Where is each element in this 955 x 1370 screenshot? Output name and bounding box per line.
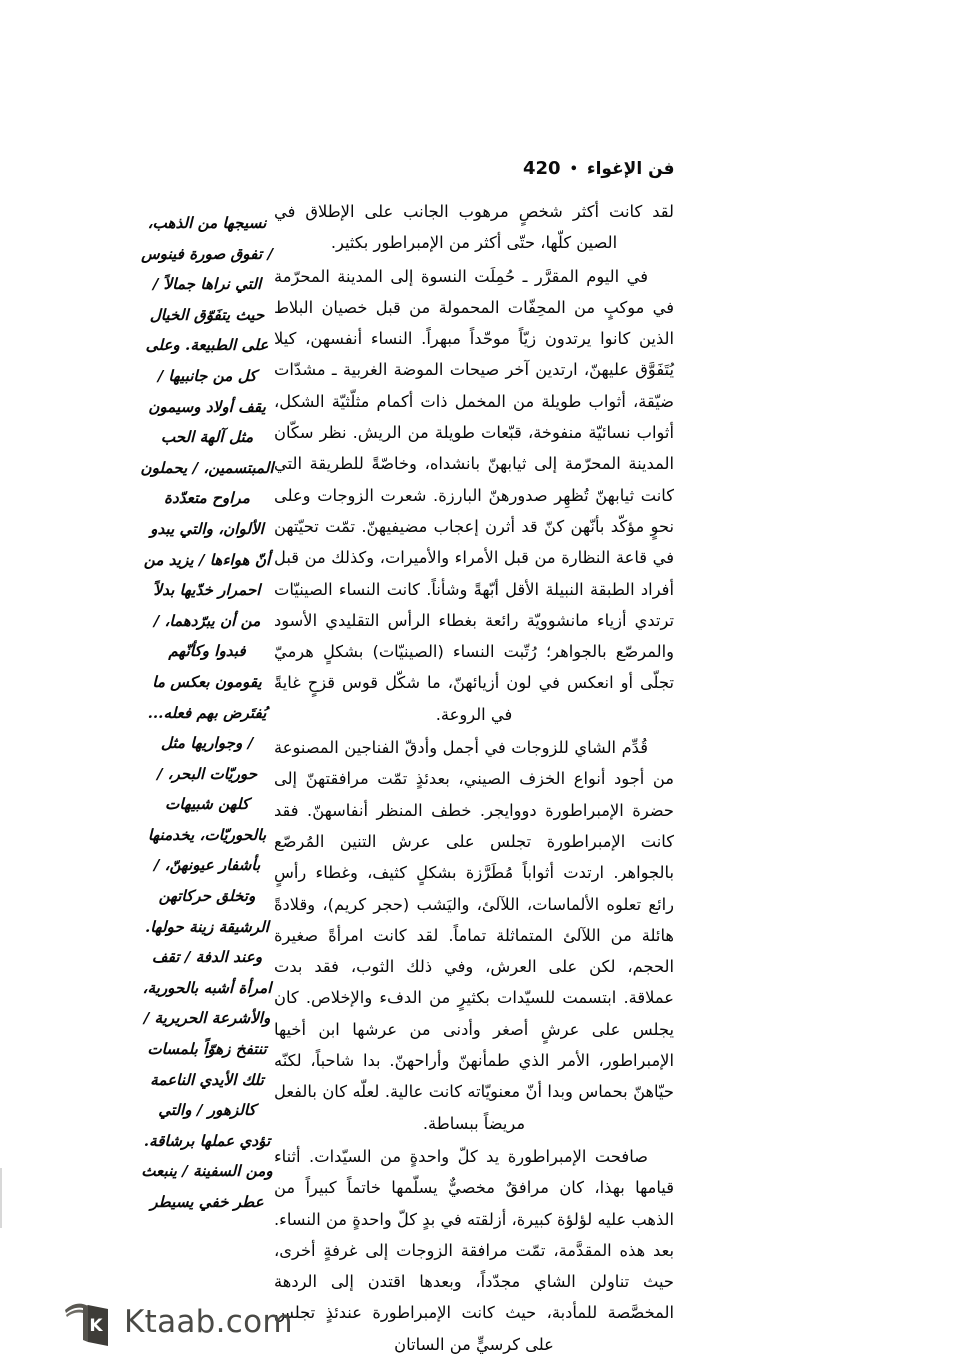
margin-verse-line: تنتفخ زهوّاً بلمسات	[147, 1040, 267, 1059]
margin-verse-line: تؤدي عملها برشاقة.	[143, 1131, 271, 1150]
margin-verse-line: نسيجها من الذهب،	[147, 214, 267, 232]
margin-verse-line: وتخلق حركاتهن	[158, 887, 256, 906]
page-edge-artifact	[0, 1168, 2, 1228]
body-paragraph: في اليوم المقرَّر ـ حُمِلَت النسوة إلى المدينة المحرّمة في موكبٍ من المحِفّات المحمولة من قبل خصيان البلاط الذين كانوا يرتدون زيّاً موحّداً مبهراً. النساء أنفسهن، كيلا يُتَفَوَّق عليهنّ، ارتدين آخر صيحات الموضة الغربية ـ مشدّات ضيّقة، أثواب طويلة من المخمل ذات أكمام مثلّثيّة الشكل، أثواب نسائيّة منفوخة، قبّعات طويلة من الريش. نظر سكّان المدينة المحرّمة إلى ثيابهنّ بانشداه، وخاصّةً للطريقة التي كانت ثيابهنّ تُظهِر صدورهنّ البارزة. شعرت الزوجات وعلى نحوٍ مؤكّد بأنّهن كنّ قد أثرن إعجاب مضيفيهنّ. تمّت تحيّتهن في قاعة النظارة من قبل الأمراء والأميرات، وكذلك من قبل أفراد الطبقة النبيلة الأقل أبّهةً وشأناً. كانت النساء الصينيّات ترتدي أزياء مانشوويّة رائعة بغطاء الرأس التقليدي الأسود والمرصّع بالجواهر؛ رُتّبت النساء (الصينيّات) بشكلٍ هرميّ تجلّى أو انعكس في لون أزيائهنّ، ما شكّل قوس قزحٍ غايةً في الروعة.	[274, 266, 674, 724]
margin-verse-line: الألوان، والتي يبدو	[150, 519, 264, 538]
open-book-icon	[63, 1296, 111, 1348]
body-paragraph: لقد كانت أكثر شخصٍ مرهوب الجانب على الإطلاق في الصين كلّها، حتّى أكثر من الإمبراطور بكثير.	[274, 202, 674, 253]
margin-verse-line: ومن السفينة / ينبعث	[141, 1162, 273, 1181]
margin-verse-line: مثل آلهة الحب	[160, 428, 254, 447]
margin-verse-line: التي نراها جمالاً /	[152, 275, 262, 294]
margin-verse-column	[131, 208, 283, 1218]
margin-verse-line: حوريّات البحر، /	[156, 764, 258, 783]
margin-verse-line: كلهن شبيهات	[165, 795, 249, 814]
svg-text:K: K	[89, 1316, 103, 1336]
margin-verse-line: حيث يتفَوّق الخيال	[149, 305, 265, 324]
margin-verse-line: كل من جانبيها /	[157, 366, 257, 385]
margin-verse-line: من أن يبرّدهما، /	[153, 611, 261, 630]
margin-verse-line: وعند الدفة / تقف	[151, 948, 263, 967]
margin-verse-line: كالزهور / والتي	[158, 1101, 256, 1120]
margin-verse-line: بالحوريّات، يخدمنها	[147, 825, 267, 844]
margin-verse-line: الرشيقة زينة حولها.	[145, 917, 269, 936]
watermark-site-name: Ktaab.com	[124, 1303, 293, 1340]
running-header	[523, 158, 823, 179]
header-book-title: فن الإغواء	[586, 159, 675, 179]
margin-verse-line: مراوح متعدّدة	[164, 489, 250, 508]
margin-verse-line: يقف أولاد وسيمون	[148, 397, 266, 416]
margin-verse-line: عطر خفي يسيطر	[150, 1193, 264, 1211]
margin-verse-line: احمرار خدّيها بدلاً	[153, 581, 261, 600]
body-paragraph: قُدِّم الشاي للزوجات في أجمل وأدقّ الفناجين المصنوعة من أجود أنواع الخزف الصيني، بعدئذٍ تمّت مرافقتهنّ إلى حضرة الإمبراطورة دووايجر. خطف المنظر أنفاسهنّ. فقد كانت الإمبراطورة تجلس على عرش التنين المُرصّع بالجواهر. ارتدت أثواباً مُطَرَّزة بشكلٍ كثيف، وغطاء رأسٍ رائع تعلوه الألماسات، اللآلئ، واليَشب (حجر كريم)، وقلادةً هائلة من اللآلئ المتماثلة تماماً. لقد كانت امرأةً صغيرة الحجم، لكن على العرش، وفي ذلك الثوب، فقد بدت عملاقة. ابتسمت للسيّدات بكثيرٍ من الدفء والإخلاص. كان يجلس على عرشٍ أصغر وأدنى من عرشها ابن أخيها الإمبراطور، الأمر الذي طمأنهنّ وأراحهنّ. بدا شاحباً، لكنّه حيّاهنّ بحماس وبدا أنّ معنويّاته كانت عالية. لعلّه كان بالفعل مريضاً ببساطة.	[274, 738, 674, 1133]
page-number: 420	[523, 158, 561, 179]
body-text-column	[274, 196, 674, 1360]
header-separator-bullet: •	[569, 161, 578, 177]
margin-verse-line: يُفتَرض بهم فعله...	[147, 703, 267, 722]
margin-verse-line: يقومون بعكس ما	[152, 672, 262, 691]
margin-verse-line: على الطبيعة. وعلى	[145, 336, 269, 355]
margin-verse-line: المبتسمين، / يحملون	[140, 458, 274, 477]
margin-verse-line: امرأة أشبه بالحورية،	[142, 978, 272, 997]
ktaab-watermark[interactable]	[63, 1296, 293, 1348]
margin-verse-line: / تفوق صورة فينوس	[141, 244, 273, 263]
margin-verse-line: أنّ هواءها / يزيد من	[143, 550, 271, 569]
body-paragraph: صافحت الإمبراطورة يد كلّ واحدةٍ من السيّدات. أثناء قيامها بهذا، كان مرافقٌ مخصيٌّ يسلّمها خاتماً كبيراً من الذهب عليه لؤلؤة كبيرة، أزلقته في بدٍ كلّ واحدةٍ من النساء. بعد هذه المقدَّمة، تمّت مرافقة الزوجات إلى غرفةٍ أخرى، حيث تناولن الشاي مجدّداً، وبعدها اقتدن إلى الردهة المخصَّصة للمأدبة، حيث كانت الإمبراطورة عندئذٍ تجلس على كرسيٍّ من الساتان	[274, 1146, 674, 1354]
margin-verse-line: والأشرعة الحريرية /	[143, 1009, 271, 1028]
margin-verse-line: فبدوا وكأنّهم	[168, 642, 246, 661]
margin-verse-line: تلك الأيدي الناعمة	[150, 1070, 264, 1089]
margin-verse-line: بأشفار عيونهنّ، /	[153, 856, 261, 875]
margin-verse-line: / وجواريها مثل	[160, 734, 254, 753]
running-header-inner	[523, 158, 675, 179]
